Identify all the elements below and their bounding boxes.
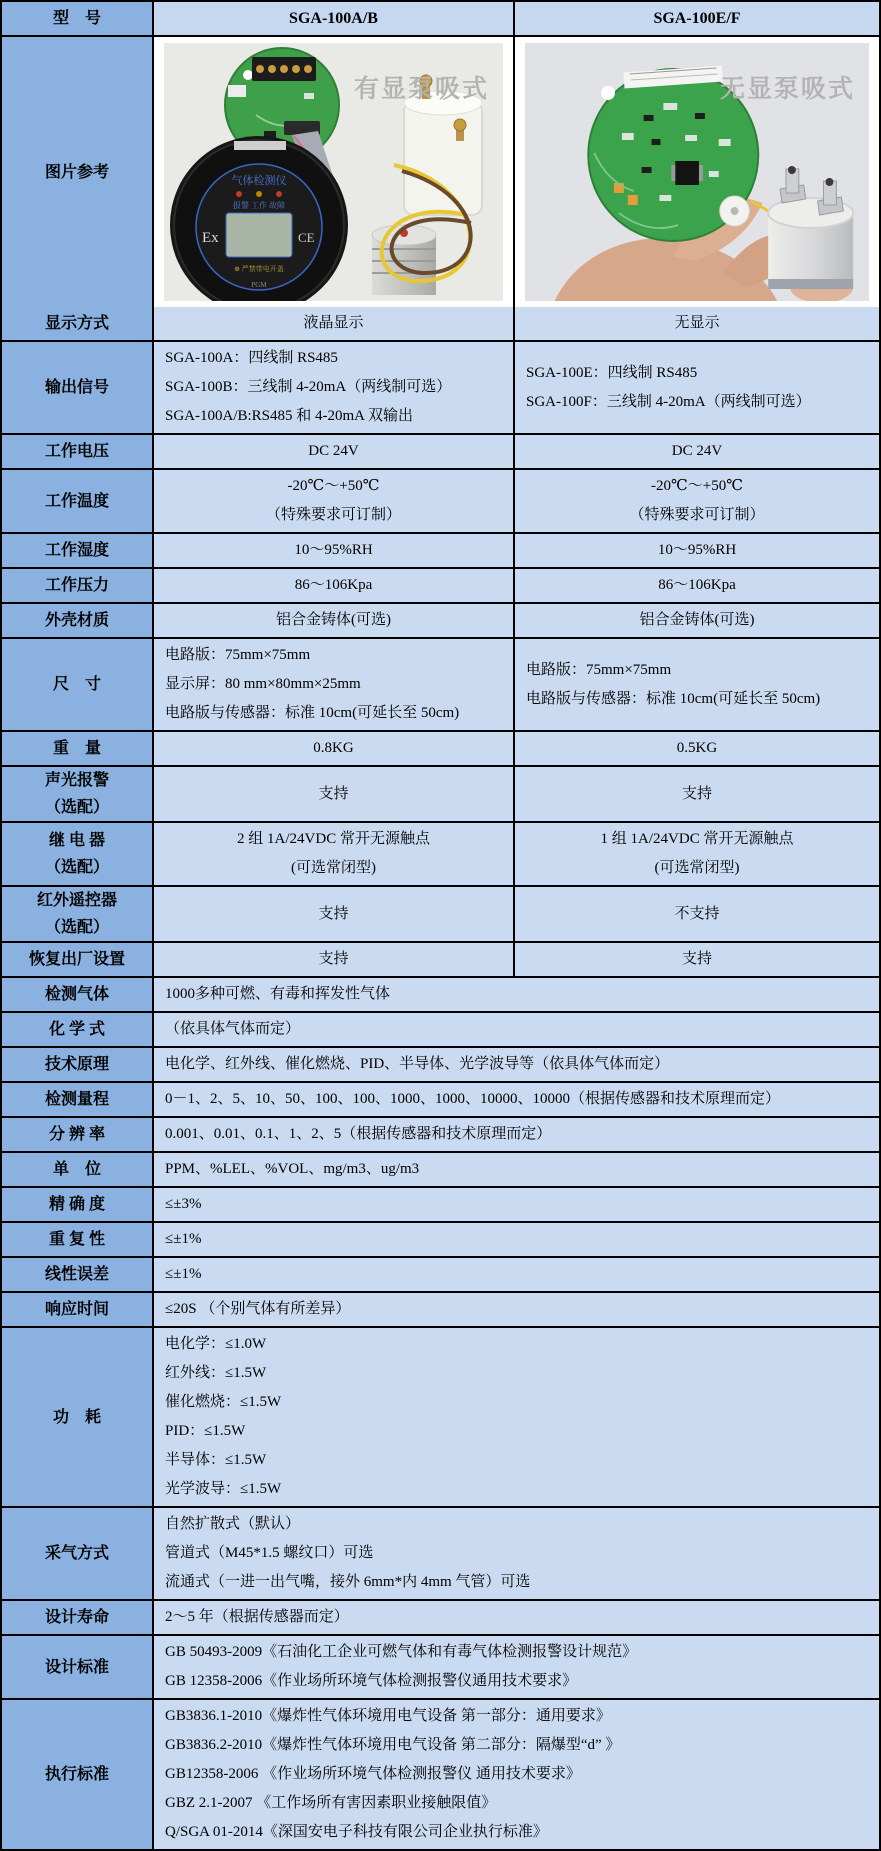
spec-value: 1000多种可燃、有毒和挥发性气体 [152,978,879,1011]
svg-text:⊕ 严禁带电开盖: ⊕ 严禁带电开盖 [234,265,284,273]
spec-row [2,340,879,433]
spec-value: 0－1、2、5、10、50、100、100、1000、1000、10000、10000（根据传感器和技术原理而定） [152,1083,879,1116]
svg-text:报警 工作 故障: 报警 工作 故障 [233,201,285,210]
row-label: 采气方式 [2,1508,152,1599]
header-model-col1: SGA-100A/B [152,2,513,35]
spec-value: 86～106Kpa [152,569,513,602]
header-model-label: 型 号 [2,2,152,35]
row-label: 功 耗 [2,1328,152,1506]
row-label: 恢复出厂设置 [2,943,152,976]
spec-row [2,976,879,1011]
spec-value: ≤±3% [152,1188,879,1221]
row-label: 声光报警 （选配） [2,767,152,821]
svg-text:气体检测仪: 气体检测仪 [231,175,287,187]
row-label: 分 辨 率 [2,1118,152,1151]
row-label: 精 确 度 [2,1188,152,1221]
row-label: 重 量 [2,732,152,765]
spec-row [2,821,879,885]
row-label: 设计标准 [2,1636,152,1698]
row-label: 工作温度 [2,470,152,532]
spec-value: ≤±1% [152,1258,879,1291]
header-model-col2: SGA-100E/F [513,2,879,35]
spec-row [2,1221,879,1256]
row-label: 响应时间 [2,1293,152,1326]
spec-row [2,941,879,976]
row-label: 执行标准 [2,1700,152,1849]
watermark-left: 有显泵吸式 [353,76,489,103]
spec-row [2,1046,879,1081]
spec-row [2,307,879,340]
spec-value: 无显示 [513,307,879,340]
row-label: 工作压力 [2,569,152,602]
row-label: 继 电 器 （选配） [2,823,152,885]
spec-row [2,532,879,567]
spec-value: 液晶显示 [152,307,513,340]
spec-row [2,1698,879,1849]
spec-value: -20℃～+50℃ （特殊要求可订制） [513,470,879,532]
spec-value: 铝合金铸体(可选) [152,604,513,637]
spec-value: 电化学、红外线、催化燃烧、PID、半导体、光学波导等（依具体气体而定） [152,1048,879,1081]
spec-value: 支持 [152,767,513,821]
spec-row [2,1256,879,1291]
svg-text:CE: CE [298,230,315,245]
spec-row [2,1599,879,1634]
photo-cell-sga100ef [513,37,879,307]
spec-value: 支持 [513,767,879,821]
table-header-row [2,2,879,35]
row-label: 尺 寸 [2,639,152,730]
spec-row [2,1186,879,1221]
watermark-right: 无显泵吸式 [719,76,855,103]
spec-row [2,468,879,532]
spec-row [2,1081,879,1116]
spec-row [2,730,879,765]
svg-text:Ex: Ex [202,230,219,246]
row-label: 检测量程 [2,1083,152,1116]
spec-value: SGA-100E：四线制 RS485 SGA-100F：三线制 4-20mA（两线制可选） [513,342,879,433]
photo-row [2,35,879,307]
spec-value: 支持 [152,887,513,941]
row-label: 显示方式 [2,307,152,340]
row-label: 单 位 [2,1153,152,1186]
spec-value: 0.8KG [152,732,513,765]
spec-row [2,885,879,941]
spec-value: ≤±1% [152,1223,879,1256]
spec-value: 0.001、0.01、0.1、1、2、5（根据传感器和技术原理而定） [152,1118,879,1151]
spec-value: 不支持 [513,887,879,941]
row-label: 红外遥控器 （选配） [2,887,152,941]
spec-value: -20℃～+50℃ （特殊要求可订制） [152,470,513,532]
spec-row [2,1011,879,1046]
spec-row [2,1506,879,1599]
spec-value: 铝合金铸体(可选) [513,604,879,637]
spec-value: 电化学：≤1.0W 红外线：≤1.5W 催化燃烧：≤1.5W PID：≤1.5W 半导体：≤1.5W 光学波导：≤1.5W [152,1328,879,1506]
spec-row [2,433,879,468]
spec-row [2,1634,879,1698]
spec-value: 10～95%RH [513,534,879,567]
spec-value: 2 组 1A/24VDC 常开无源触点 (可选常闭型) [152,823,513,885]
row-label: 重 复 性 [2,1223,152,1256]
row-label: 工作湿度 [2,534,152,567]
row-label: 外壳材质 [2,604,152,637]
row-label: 检测气体 [2,978,152,1011]
spec-value: 1 组 1A/24VDC 常开无源触点 (可选常闭型) [513,823,879,885]
spec-value: DC 24V [513,435,879,468]
spec-value: （依具体气体而定） [152,1013,879,1046]
spec-value: 电路版：75mm×75mm 显示屏：80 mm×80mm×25mm 电路版与传感器：标准 10cm(可延长至 50cm) [152,639,513,730]
spec-value: ≤20S （个别气体有所差异） [152,1293,879,1326]
spec-row [2,602,879,637]
svg-text:PGM: PGM [251,281,267,289]
product-photo-sga100ab [164,43,503,301]
spec-rows [2,307,879,1849]
spec-row [2,637,879,730]
spec-value: 86～106Kpa [513,569,879,602]
spec-value: 10～95%RH [152,534,513,567]
spec-row [2,1116,879,1151]
spec-value: 支持 [513,943,879,976]
spec-value: 支持 [152,943,513,976]
row-label: 设计寿命 [2,1601,152,1634]
spec-value: GB3836.1-2010《爆炸性气体环境用电气设备 第一部分：通用要求》 GB3836.2-2010《爆炸性气体环境用电气设备 第二部分：隔爆型“d” 》 GB12358-2006 《作业场所环境气体检测报警仪 通用技术要求》 GBZ 2.1-2007 《工作场所有害因素职业接触限值》 Q/SGA 01-2014《深国安电子科技有限公司企业执行标准》 [152,1700,879,1849]
product-photo-sga100ef [525,43,869,301]
row-label: 线性误差 [2,1258,152,1291]
row-label: 工作电压 [2,435,152,468]
spec-value: DC 24V [152,435,513,468]
row-label: 输出信号 [2,342,152,433]
spec-value: SGA-100A：四线制 RS485 SGA-100B：三线制 4-20mA（两线制可选） SGA-100A/B:RS485 和 4-20mA 双输出 [152,342,513,433]
spec-row [2,1291,879,1326]
spec-row [2,765,879,821]
spec-value: 电路版：75mm×75mm 电路版与传感器：标准 10cm(可延长至 50cm) [513,639,879,730]
photo-row-label: 图片参考 [2,37,152,307]
row-label: 化 学 式 [2,1013,152,1046]
spec-value: 0.5KG [513,732,879,765]
spec-row [2,567,879,602]
row-label: 技术原理 [2,1048,152,1081]
spec-value: 2～5 年（根据传感器而定） [152,1601,879,1634]
spec-row [2,1151,879,1186]
spec-value: GB 50493-2009《石油化工企业可燃气体和有毒气体检测报警设计规范》 GB 12358-2006《作业场所环境气体检测报警仪通用技术要求》 [152,1636,879,1698]
spec-row [2,1326,879,1506]
spec-value: PPM、%LEL、%VOL、mg/m3、ug/m3 [152,1153,879,1186]
photo-cell-sga100ab [152,37,513,307]
spec-value: 自然扩散式（默认） 管道式（M45*1.5 螺纹口）可选 流通式（一进一出气嘴，接外 6mm*内 4mm 气管）可选 [152,1508,879,1599]
